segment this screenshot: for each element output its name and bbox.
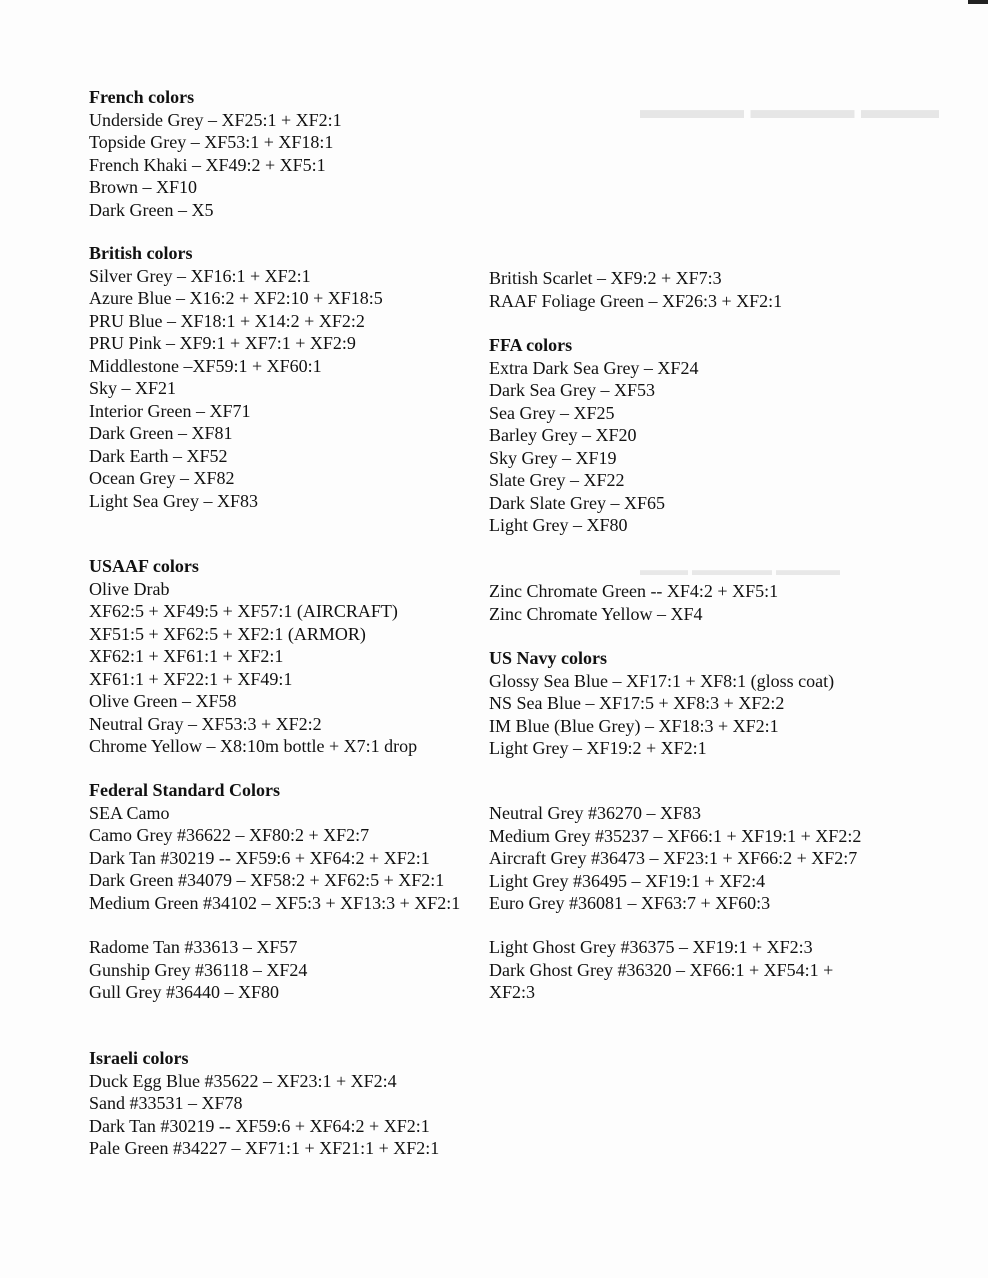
scan-edge-mark [968,0,988,4]
list-item: Medium Green #34102 – XF5:3 + XF13:3 + XF2:1 [89,892,461,913]
list-item: Dark Green – X5 [89,199,214,220]
section-heading: FFA colors [489,335,573,355]
list-item: Euro Grey #36081 – XF63:7 + XF60:3 [489,893,771,913]
usaaf-section [89,555,417,758]
list-item: Duck Egg Blue #35622 – XF23:1 + XF2:4 [89,1070,397,1091]
list-item: Neutral Gray – XF53:3 + XF2:2 [89,713,322,734]
list-item: XF2:3 [489,982,536,1002]
list-item: Sky Grey – XF19 [489,447,617,468]
list-item: Sand #33531 – XF78 [89,1093,243,1113]
list-item: Slate Grey – XF22 [489,470,625,490]
list-item: XF61:1 + XF22:1 + XF49:1 [89,668,293,689]
list-item: Gull Grey #36440 – XF80 [89,982,279,1002]
list-item: Dark Green – XF81 [89,423,233,443]
section-heading: Federal Standard Colors [89,780,280,800]
list-item: Light Ghost Grey #36375 – XF19:1 + XF2:3 [489,937,813,957]
list-item: Medium Grey #35237 – XF66:1 + XF19:1 + XF2:2 [489,825,862,846]
list-item: Camo Grey #36622 – XF80:2 + XF2:7 [89,825,370,845]
list-item: British Scarlet – XF9:2 + XF7:3 [489,268,722,288]
list-item: Light Sea Grey – XF83 [89,490,258,511]
list-item: Olive Drab [89,578,170,599]
list-item: Dark Ghost Grey #36320 – XF66:1 + XF54:1 + [489,959,834,980]
federal-section-right [489,802,861,915]
list-item: Ocean Grey – XF82 [89,468,235,488]
list-item: Aircraft Grey #36473 – XF23:1 + XF66:2 + XF2:7 [489,848,858,868]
list-item: Sky – XF21 [89,378,177,398]
list-item: Zinc Chromate Yellow – XF4 [489,603,703,624]
list-item: Light Grey #36495 – XF19:1 + XF2:4 [489,870,766,891]
list-item: Dark Slate Grey – XF65 [489,492,665,513]
list-item: Interior Green – XF71 [89,400,251,421]
list-item: PRU Blue – XF18:1 + X14:2 + XF2:2 [89,310,365,331]
british-section [89,242,383,512]
list-item: PRU Pink – XF9:1 + XF7:1 + XF2:9 [89,333,356,353]
navy-section [489,647,834,760]
list-item: Extra Dark Sea Grey – XF24 [489,357,699,378]
list-item: XF62:1 + XF61:1 + XF2:1 [89,646,284,666]
section-heading: French colors [89,87,195,107]
federal-section-right-cont [489,936,833,1004]
list-item: Glossy Sea Blue – XF17:1 + XF8:1 (gloss coat) [489,670,835,691]
list-item: Dark Tan #30219 -- XF59:6 + XF64:2 + XF2:1 [89,1115,430,1136]
list-item: Dark Tan #30219 -- XF59:6 + XF64:2 + XF2:1 [89,847,430,868]
bleed-through-title: ▬▬▬▬ ▬▬▬▬ ▬▬▬ [640,95,939,124]
section-heading: US Navy colors [489,648,607,668]
bleed-through-text: ▬▬▬ ▬▬▬▬▬ ▬▬▬▬ [640,562,840,579]
section-heading: British colors [89,243,193,263]
list-item: NS Sea Blue – XF17:5 + XF8:3 + XF2:2 [489,693,785,713]
list-item: Chrome Yellow – X8:10m bottle + X7:1 drop [89,736,418,756]
list-item: French Khaki – XF49:2 + XF5:1 [89,154,326,175]
section-heading: USAAF colors [89,556,199,576]
list-item: SEA Camo [89,802,170,823]
list-item: Barley Grey – XF20 [489,425,637,445]
list-item: Radome Tan #33613 – XF57 [89,937,298,957]
french-section [89,86,342,221]
israeli-section [89,1047,439,1160]
list-item: Underside Grey – XF25:1 + XF2:1 [89,109,342,130]
federal-section-cont [89,936,307,1004]
british-section-right [489,267,782,312]
list-item: Silver Grey – XF16:1 + XF2:1 [89,265,311,286]
list-item: IM Blue (Blue Grey) – XF18:3 + XF2:1 [489,715,779,736]
list-item: Dark Sea Grey – XF53 [489,380,655,400]
list-item: Dark Green #34079 – XF58:2 + XF62:5 + XF2:1 [89,870,445,890]
list-item: Azure Blue – X16:2 + XF2:10 + XF18:5 [89,288,383,308]
list-item: Olive Green – XF58 [89,691,237,711]
list-item: Zinc Chromate Green -- XF4:2 + XF5:1 [489,581,779,601]
list-item: Pale Green #34227 – XF71:1 + XF21:1 + XF2:1 [89,1138,440,1158]
list-item: Dark Earth – XF52 [89,445,228,466]
list-item: Light Grey – XF80 [489,515,628,535]
list-item: XF51:5 + XF62:5 + XF2:1 (ARMOR) [89,623,366,644]
list-item: Light Grey – XF19:2 + XF2:1 [489,738,707,758]
list-item: Gunship Grey #36118 – XF24 [89,959,308,980]
list-item: Topside Grey – XF53:1 + XF18:1 [89,132,334,152]
list-item: XF62:5 + XF49:5 + XF57:1 (AIRCRAFT) [89,601,398,621]
list-item: Brown – XF10 [89,177,198,197]
list-item: Neutral Grey #36270 – XF83 [489,803,701,823]
list-item: Sea Grey – XF25 [489,402,615,423]
list-item: RAAF Foliage Green – XF26:3 + XF2:1 [489,290,783,311]
federal-section [89,779,460,914]
usaaf-section-right [489,580,778,625]
ffa-section [489,334,698,537]
list-item: Middlestone –XF59:1 + XF60:1 [89,355,322,376]
section-heading: Israeli colors [89,1048,189,1068]
